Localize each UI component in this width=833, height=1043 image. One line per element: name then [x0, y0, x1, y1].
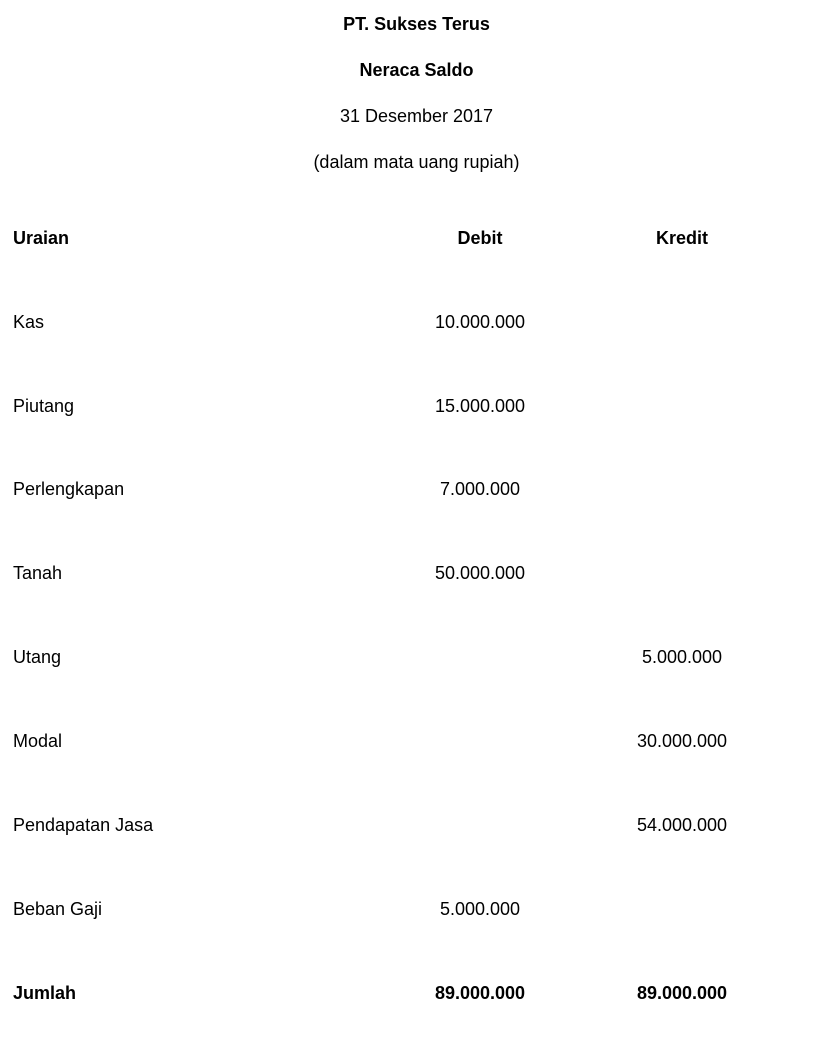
total-label: Jumlah: [13, 983, 77, 1003]
row-debit: 50.000.000: [434, 563, 526, 583]
report-date: 31 Desember 2017: [339, 106, 494, 126]
row-label: Piutang: [13, 396, 75, 416]
row-label: Beban Gaji: [13, 899, 103, 919]
row-debit: 7.000.000: [439, 479, 521, 499]
row-debit: 15.000.000: [434, 396, 526, 416]
currency-note: (dalam mata uang rupiah): [313, 152, 520, 172]
row-credit: 54.000.000: [636, 815, 728, 835]
column-header-description: Uraian: [13, 228, 70, 248]
row-label: Perlengkapan: [13, 479, 125, 499]
table-row: [0, 311, 833, 333]
row-label: Modal: [13, 731, 63, 751]
row-credit: 30.000.000: [636, 731, 728, 751]
table-row: [0, 395, 833, 417]
table-row: [0, 898, 833, 920]
total-credit: 89.000.000: [636, 983, 728, 1003]
table-row: [0, 730, 833, 752]
table-row: [0, 814, 833, 836]
total-debit: 89.000.000: [434, 983, 526, 1003]
row-credit: 5.000.000: [641, 647, 723, 667]
table-header-row: [0, 227, 833, 249]
report-title: Neraca Saldo: [359, 60, 474, 80]
table-row: [0, 646, 833, 668]
row-label: Tanah: [13, 563, 63, 583]
table-row: [0, 562, 833, 584]
company-name: PT. Sukses Terus: [343, 14, 490, 34]
row-debit: 10.000.000: [434, 312, 526, 332]
table-row: [0, 478, 833, 500]
table-total-row: [0, 982, 833, 1004]
row-label: Pendapatan Jasa: [13, 815, 154, 835]
row-label: Utang: [13, 647, 62, 667]
row-label: Kas: [13, 312, 45, 332]
row-debit: 5.000.000: [439, 899, 521, 919]
column-header-credit: Kredit: [655, 228, 708, 248]
column-header-debit: Debit: [457, 228, 503, 248]
